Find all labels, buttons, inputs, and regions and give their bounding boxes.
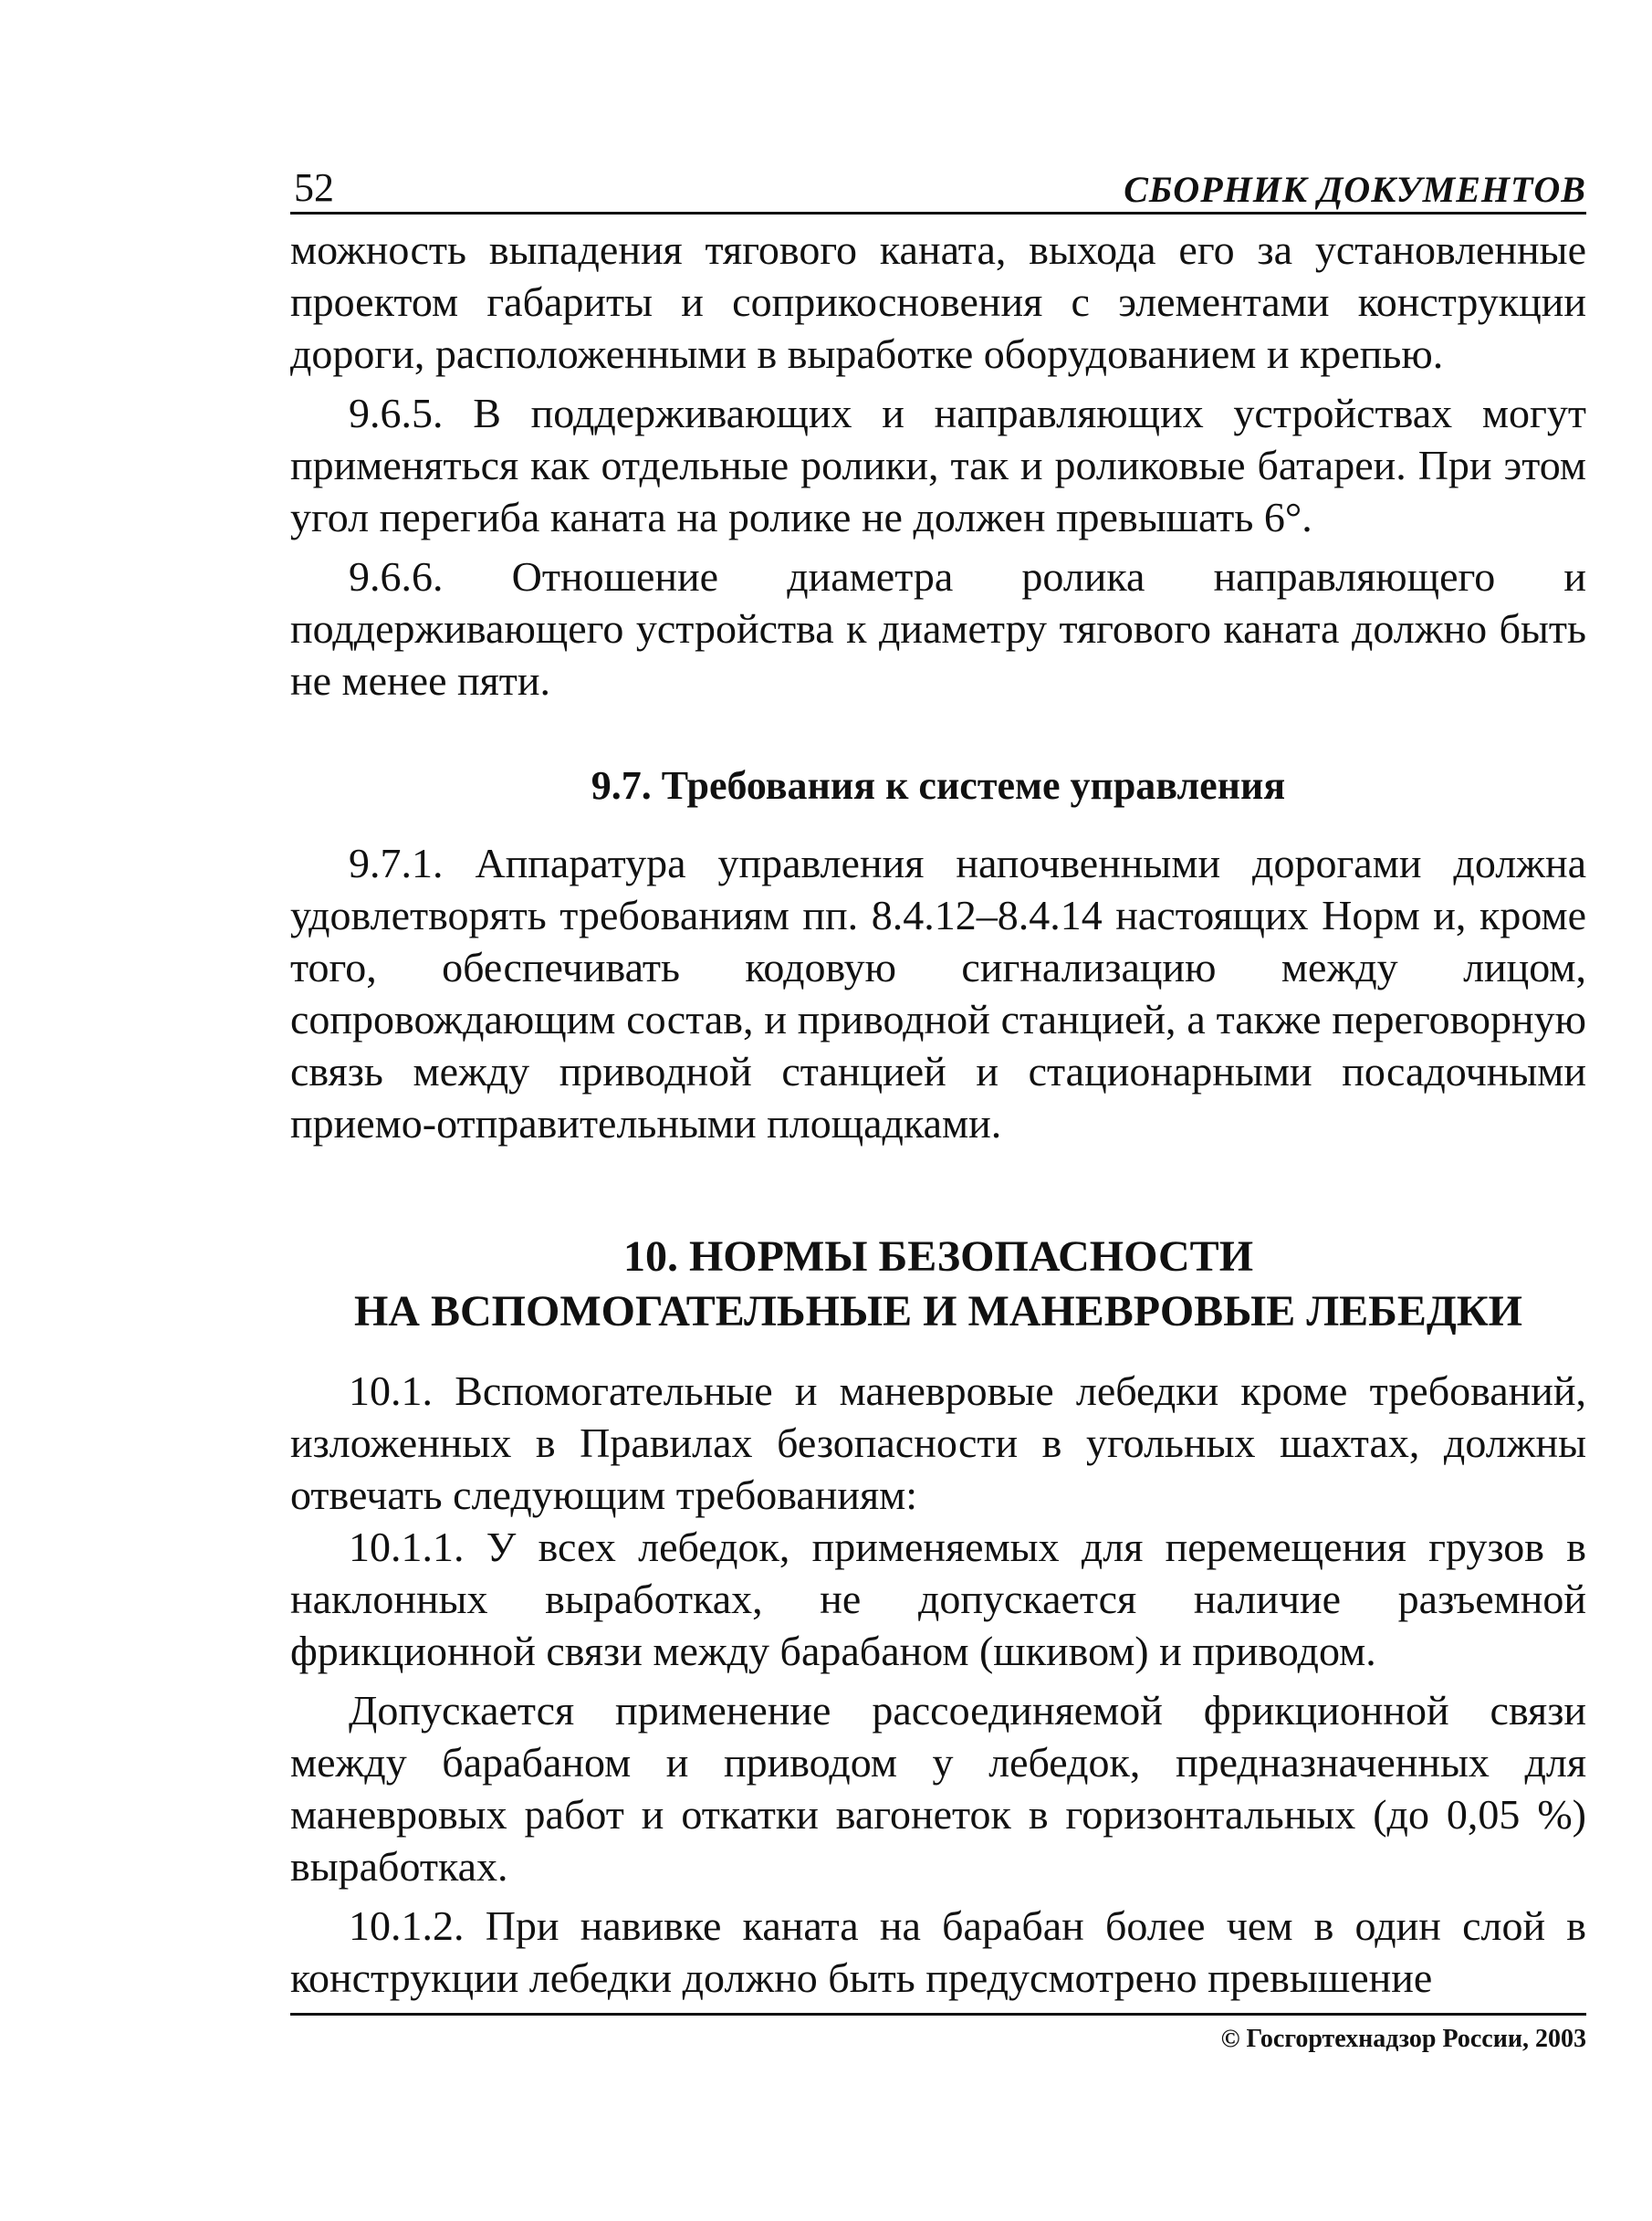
footer-rule	[290, 2013, 1586, 2016]
collection-title: СБОРНИК ДОКУМЕНТОВ	[1124, 169, 1586, 210]
copyright-notice: © Госгортехнадзор России, 2003	[1220, 2025, 1586, 2053]
page-number: 52	[294, 165, 334, 210]
paragraph-10-1-2: 10.1.2. При навивке каната на барабан более чем в один слой в конструкции лебедки должно быть предусмотрено превышение	[290, 1902, 1586, 2001]
body-text	[290, 224, 1586, 2004]
subsection-heading-9-7: 9.7. Требования к системе управления	[591, 763, 1286, 808]
paragraph-10-1: 10.1. Вспомогательные и маневровые лебедки кроме требований, изложенных в Правилах безопасности в угольных шахтах, должны отвечать следующим требованиям:	[290, 1367, 1586, 1518]
section-heading-line-1: 10. НОРМЫ БЕЗОПАСНОСТИ	[622, 1232, 1254, 1281]
section-heading-10	[290, 1230, 1586, 1339]
paragraph-9-6-6: 9.6.6. Отношение диаметра ролика направляющего и поддерживающего устройства к диаметру тягового каната должно быть не менее пяти.	[290, 553, 1586, 704]
paragraph-9-6-5: 9.6.5. В поддерживающих и направляющих устройствах могут применяться как отдельные ролики, так и роликовые батареи. При этом угол перегиба каната на ролике не должен превышать 6°.	[290, 390, 1586, 540]
paragraph-friction-exception: Допускается применение рассоединяемой фрикционной связи между барабаном и приводом у лебедок, предназначенных для маневровых работ и откатки вагонеток в горизонтальных (до 0,05 %) выработках.	[290, 1687, 1586, 1890]
running-header	[290, 155, 1586, 215]
paragraph-continuation: можность выпадения тягового каната, выхода его за установленные проектом габариты и соприкосновения с элементами конструкции дороги, расположенными в выработке оборудованием и крепью.	[290, 226, 1586, 377]
paragraph-9-7-1: 9.7.1. Аппаратура управления напочвенными дорогами должна удовлетворять требованиям пп. 8.4.12–8.4.14 настоящих Норм и, кроме того, обеспечивать кодовую сигнализацию между лицом, сопровождающим состав, и приводной станцией, а также переговорную связь между приводной станцией и стационарными посадочными приемо-отправительными площадками.	[290, 840, 1586, 1147]
section-heading-line-2: НА ВСПОМОГАТЕЛЬНЫЕ И МАНЕВРОВЫЕ ЛЕБЕДКИ	[353, 1287, 1523, 1336]
document-page	[290, 155, 1586, 2004]
paragraph-10-1-1: 10.1.1. У всех лебедок, применяемых для перемещения грузов в наклонных выработках, не допускается наличие разъемной фрикционной связи между барабаном (шкивом) и приводом.	[290, 1524, 1586, 1674]
